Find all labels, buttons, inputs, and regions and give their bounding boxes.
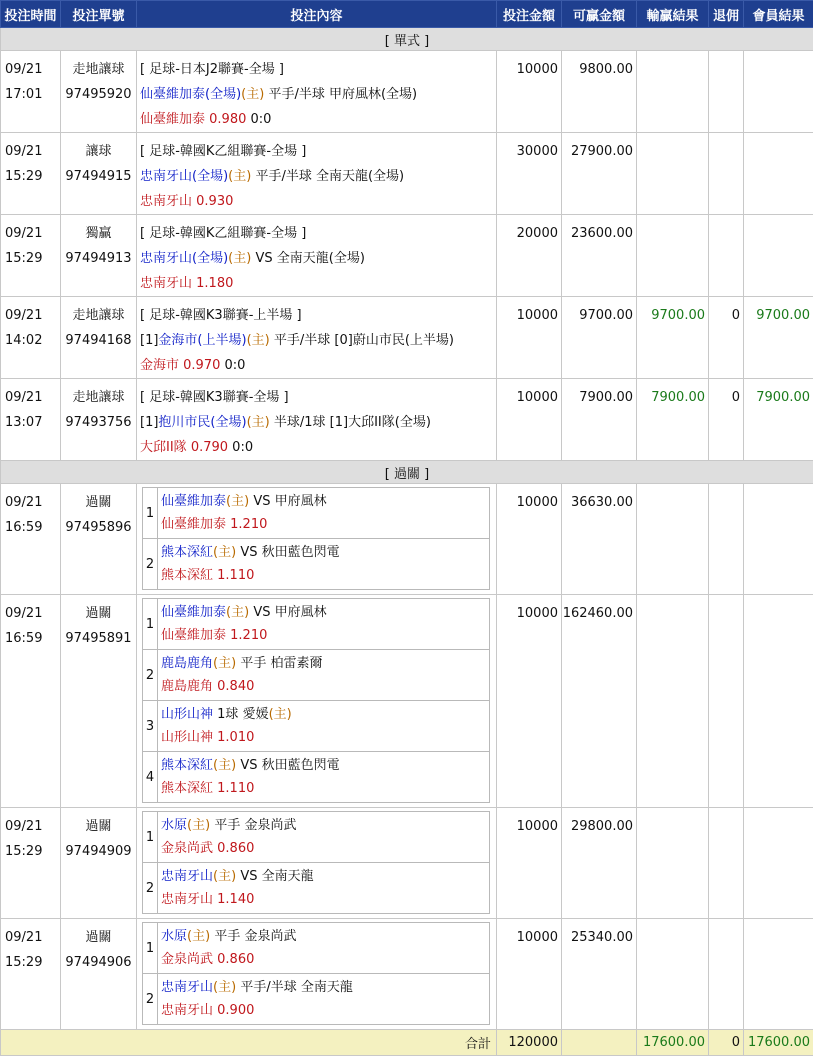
rebate-amount bbox=[709, 919, 744, 1030]
handicap: VS bbox=[240, 545, 257, 560]
leg-number: 2 bbox=[143, 650, 158, 701]
bet-time: 17:01 bbox=[5, 82, 60, 107]
result-amount bbox=[637, 808, 709, 919]
table-row bbox=[1, 484, 813, 595]
member-result bbox=[744, 51, 813, 133]
winnable-amount: 9700.00 bbox=[562, 297, 637, 379]
rebate-amount: 0 bbox=[709, 379, 744, 461]
table-row bbox=[1, 595, 813, 808]
home-tag: (主) bbox=[228, 169, 251, 184]
table-row bbox=[1, 379, 813, 461]
table-row bbox=[1, 297, 813, 379]
bet-type: 讓球 bbox=[61, 139, 136, 164]
home-tag: (主) bbox=[247, 415, 270, 430]
bet-time: 13:07 bbox=[5, 410, 60, 435]
leg-number: 2 bbox=[143, 863, 158, 914]
score-prefix: [1] bbox=[140, 333, 158, 348]
team-a: 忠南牙山(全場) bbox=[140, 251, 228, 266]
leg-number: 1 bbox=[143, 812, 158, 863]
header-bet-amount: 投注金額 bbox=[497, 1, 562, 28]
team-b: 秋田藍色閃電 bbox=[262, 545, 340, 560]
pick-odds: 0.930 bbox=[196, 194, 233, 209]
bet-time: 15:29 bbox=[5, 164, 60, 189]
header-bet-id: 投注單號 bbox=[61, 1, 137, 28]
pick-odds: 0.980 bbox=[209, 112, 246, 127]
result-amount bbox=[637, 133, 709, 215]
parlay-legs bbox=[142, 598, 490, 803]
bet-time: 15:29 bbox=[5, 246, 60, 271]
parlay-leg bbox=[143, 752, 490, 803]
live-score: 0:0 bbox=[251, 112, 272, 127]
table-row bbox=[1, 51, 813, 133]
pick-odds: 1.010 bbox=[217, 730, 254, 745]
bet-id: 97494915 bbox=[61, 164, 136, 189]
result-amount bbox=[637, 484, 709, 595]
home-tag: (主) bbox=[213, 980, 236, 995]
bet-time: 15:29 bbox=[5, 839, 60, 864]
handicap: 平手 bbox=[214, 818, 240, 833]
bet-type: 過關 bbox=[61, 601, 136, 626]
bet-id: 97494906 bbox=[61, 950, 136, 975]
league-name: [ 足球-韓國K3聯賽-全場 ] bbox=[140, 385, 496, 410]
home-tag: (主) bbox=[241, 87, 264, 102]
team-b: 全南天龍 bbox=[262, 869, 314, 884]
winnable-amount: 29800.00 bbox=[562, 808, 637, 919]
bet-amount: 10000 bbox=[497, 808, 562, 919]
pick-team: 忠南牙山 bbox=[140, 276, 192, 291]
bet-amount: 10000 bbox=[497, 919, 562, 1030]
winnable-amount: 162460.00 bbox=[562, 595, 637, 808]
bet-id: 97494909 bbox=[61, 839, 136, 864]
table-row bbox=[1, 133, 813, 215]
rebate-amount: 0 bbox=[709, 297, 744, 379]
handicap: 平手 bbox=[214, 929, 240, 944]
pick-odds: 0.900 bbox=[217, 1003, 254, 1018]
bet-type: 過關 bbox=[61, 490, 136, 515]
bet-time: 16:59 bbox=[5, 515, 60, 540]
home-tag: (主) bbox=[226, 494, 249, 509]
pick-team: 仙臺維加泰 bbox=[161, 628, 226, 643]
bet-amount: 10000 bbox=[497, 51, 562, 133]
bet-type: 過關 bbox=[61, 814, 136, 839]
league-name: [ 足球-日本J2聯賽-全場 ] bbox=[140, 57, 496, 82]
pick-odds: 1.180 bbox=[196, 276, 233, 291]
pick-odds: 1.140 bbox=[217, 892, 254, 907]
pick-team: 忠南牙山 bbox=[140, 194, 192, 209]
bet-time: 15:29 bbox=[5, 950, 60, 975]
pick-odds: 1.210 bbox=[230, 517, 267, 532]
parlay-leg bbox=[143, 812, 490, 863]
pick-odds: 1.110 bbox=[217, 568, 254, 583]
home-tag: (主) bbox=[226, 605, 249, 620]
pick-team: 熊本深紅 bbox=[161, 781, 213, 796]
team-a: 仙臺維加泰 bbox=[161, 605, 226, 620]
home-tag: (主) bbox=[247, 333, 270, 348]
total-label: 合計 bbox=[1, 1030, 497, 1056]
handicap: 平手/半球 bbox=[240, 980, 296, 995]
parlay-leg bbox=[143, 488, 490, 539]
team-a: 水原 bbox=[161, 818, 187, 833]
header-bet-content: 投注內容 bbox=[137, 1, 497, 28]
parlay-leg bbox=[143, 701, 490, 752]
bet-date: 09/21 bbox=[5, 490, 60, 515]
pick-team: 仙臺維加泰 bbox=[140, 112, 205, 127]
handicap: VS bbox=[253, 605, 270, 620]
bet-type: 獨贏 bbox=[61, 221, 136, 246]
live-score: 0:0 bbox=[232, 440, 253, 455]
team-a: 忠南牙山(全場) bbox=[140, 169, 228, 184]
team-b: 柏雷素爾 bbox=[270, 656, 322, 671]
leg-number: 2 bbox=[143, 974, 158, 1025]
team-a: 忠南牙山 bbox=[161, 869, 213, 884]
team-a: 山形山神 bbox=[161, 707, 213, 722]
bet-date: 09/21 bbox=[5, 814, 60, 839]
bet-type: 過關 bbox=[61, 925, 136, 950]
total-result: 17600.00 bbox=[637, 1030, 709, 1056]
pick-team: 金泉尚武 bbox=[161, 841, 213, 856]
bet-type: 走地讓球 bbox=[61, 303, 136, 328]
member-result bbox=[744, 484, 813, 595]
total-member-result: 17600.00 bbox=[744, 1030, 813, 1056]
bet-amount: 30000 bbox=[497, 133, 562, 215]
team-b: 全南天龍(全場) bbox=[316, 169, 404, 184]
handicap: 平手/半球 bbox=[255, 169, 311, 184]
team-a: 熊本深紅 bbox=[161, 758, 213, 773]
winnable-amount: 9800.00 bbox=[562, 51, 637, 133]
pick-team: 鹿島鹿角 bbox=[161, 679, 213, 694]
parlay-legs bbox=[142, 487, 490, 590]
bet-date: 09/21 bbox=[5, 601, 60, 626]
handicap: 1球 bbox=[217, 707, 238, 722]
parlay-leg bbox=[143, 863, 490, 914]
bet-date: 09/21 bbox=[5, 303, 60, 328]
bet-time: 14:02 bbox=[5, 328, 60, 353]
parlay-leg bbox=[143, 923, 490, 974]
team-b: 金泉尚武 bbox=[244, 818, 296, 833]
home-tag: (主) bbox=[187, 929, 210, 944]
rebate-amount bbox=[709, 808, 744, 919]
pick-odds: 0.840 bbox=[217, 679, 254, 694]
pick-odds: 1.110 bbox=[217, 781, 254, 796]
bet-time: 16:59 bbox=[5, 626, 60, 651]
team-a: 熊本深紅 bbox=[161, 545, 213, 560]
member-result bbox=[744, 215, 813, 297]
total-rebate: 0 bbox=[709, 1030, 744, 1056]
handicap: VS bbox=[255, 251, 272, 266]
total-amount: 120000 bbox=[497, 1030, 562, 1056]
parlay-legs bbox=[142, 811, 490, 914]
bet-id: 97494913 bbox=[61, 246, 136, 271]
home-tag: (主) bbox=[187, 818, 210, 833]
bet-date: 09/21 bbox=[5, 925, 60, 950]
handicap: 平手/半球 bbox=[274, 333, 330, 348]
pick-odds: 0.970 bbox=[183, 358, 220, 373]
total-winnable bbox=[562, 1030, 637, 1056]
team-a: 鹿島鹿角 bbox=[161, 656, 213, 671]
parlay-leg bbox=[143, 599, 490, 650]
winnable-amount: 36630.00 bbox=[562, 484, 637, 595]
team-b: 全南天龍 bbox=[301, 980, 353, 995]
handicap: VS bbox=[253, 494, 270, 509]
pick-odds: 0.790 bbox=[191, 440, 228, 455]
winnable-amount: 25340.00 bbox=[562, 919, 637, 1030]
member-result bbox=[744, 133, 813, 215]
bet-amount: 10000 bbox=[497, 297, 562, 379]
home-tag: (主) bbox=[228, 251, 251, 266]
member-result bbox=[744, 919, 813, 1030]
bet-id: 97495896 bbox=[61, 515, 136, 540]
team-a: 仙臺維加泰 bbox=[161, 494, 226, 509]
pick-team: 金海市 bbox=[140, 358, 179, 373]
team-b: 愛媛 bbox=[243, 707, 269, 722]
parlay-legs bbox=[142, 922, 490, 1025]
pick-odds: 1.210 bbox=[230, 628, 267, 643]
team-b: [1]大邱II隊(全場) bbox=[330, 415, 431, 430]
winnable-amount: 27900.00 bbox=[562, 133, 637, 215]
team-b: 甲府風林(全場) bbox=[329, 87, 417, 102]
live-score: 0:0 bbox=[225, 358, 246, 373]
pick-team: 忠南牙山 bbox=[161, 1003, 213, 1018]
home-tag: (主) bbox=[213, 758, 236, 773]
team-b: [0]蔚山市民(上半場) bbox=[334, 333, 454, 348]
header-member-result: 會員結果 bbox=[744, 1, 813, 28]
header-winnable: 可贏金額 bbox=[562, 1, 637, 28]
result-amount: 7900.00 bbox=[637, 379, 709, 461]
pick-odds: 0.860 bbox=[217, 841, 254, 856]
bet-date: 09/21 bbox=[5, 221, 60, 246]
header-rebate: 退佣 bbox=[709, 1, 744, 28]
result-amount bbox=[637, 215, 709, 297]
home-tag: (主) bbox=[213, 869, 236, 884]
handicap: 平手/半球 bbox=[268, 87, 324, 102]
table-row bbox=[1, 808, 813, 919]
bet-amount: 10000 bbox=[497, 379, 562, 461]
pick-team: 金泉尚武 bbox=[161, 952, 213, 967]
pick-team: 忠南牙山 bbox=[161, 892, 213, 907]
pick-team: 山形山神 bbox=[161, 730, 213, 745]
rebate-amount bbox=[709, 484, 744, 595]
section-single bbox=[1, 28, 813, 51]
league-name: [ 足球-韓國K乙組聯賽-全場 ] bbox=[140, 221, 496, 246]
handicap: VS bbox=[240, 869, 257, 884]
table-header bbox=[1, 1, 813, 28]
result-amount bbox=[637, 919, 709, 1030]
pick-team: 仙臺維加泰 bbox=[161, 517, 226, 532]
home-tag: (主) bbox=[269, 707, 292, 722]
team-a: 抱川市民(全場) bbox=[158, 415, 246, 430]
section-parlay-label: [ 過關 ] bbox=[1, 461, 813, 484]
parlay-leg bbox=[143, 974, 490, 1025]
handicap: 半球/1球 bbox=[274, 415, 326, 430]
rebate-amount bbox=[709, 215, 744, 297]
bet-date: 09/21 bbox=[5, 57, 60, 82]
team-a: 忠南牙山 bbox=[161, 980, 213, 995]
leg-number: 3 bbox=[143, 701, 158, 752]
league-name: [ 足球-韓國K乙組聯賽-全場 ] bbox=[140, 139, 496, 164]
home-tag: (主) bbox=[213, 656, 236, 671]
team-a: 水原 bbox=[161, 929, 187, 944]
bet-date: 09/21 bbox=[5, 385, 60, 410]
winnable-amount: 23600.00 bbox=[562, 215, 637, 297]
team-b: 全南天龍(全場) bbox=[277, 251, 365, 266]
team-a: 仙臺維加泰(全場) bbox=[140, 87, 241, 102]
parlay-leg bbox=[143, 539, 490, 590]
result-amount: 9700.00 bbox=[637, 297, 709, 379]
leg-number: 4 bbox=[143, 752, 158, 803]
result-amount bbox=[637, 595, 709, 808]
bet-type: 走地讓球 bbox=[61, 385, 136, 410]
bet-amount: 20000 bbox=[497, 215, 562, 297]
rebate-amount bbox=[709, 595, 744, 808]
pick-odds: 0.860 bbox=[217, 952, 254, 967]
totals-row bbox=[1, 1030, 813, 1056]
member-result bbox=[744, 595, 813, 808]
leg-number: 1 bbox=[143, 599, 158, 650]
handicap: VS bbox=[240, 758, 257, 773]
team-b: 秋田藍色閃電 bbox=[262, 758, 340, 773]
winnable-amount: 7900.00 bbox=[562, 379, 637, 461]
member-result bbox=[744, 808, 813, 919]
team-b: 甲府風林 bbox=[275, 494, 327, 509]
team-b: 金泉尚武 bbox=[244, 929, 296, 944]
result-amount bbox=[637, 51, 709, 133]
handicap: 平手 bbox=[240, 656, 266, 671]
leg-number: 1 bbox=[143, 923, 158, 974]
rebate-amount bbox=[709, 133, 744, 215]
leg-number: 2 bbox=[143, 539, 158, 590]
bet-id: 97494168 bbox=[61, 328, 136, 353]
member-result: 9700.00 bbox=[744, 297, 813, 379]
header-result: 輸贏結果 bbox=[637, 1, 709, 28]
bet-id: 97495891 bbox=[61, 626, 136, 651]
rebate-amount bbox=[709, 51, 744, 133]
score-prefix: [1] bbox=[140, 415, 158, 430]
home-tag: (主) bbox=[213, 545, 236, 560]
table-row bbox=[1, 215, 813, 297]
parlay-leg bbox=[143, 650, 490, 701]
bet-id: 97495920 bbox=[61, 82, 136, 107]
member-result: 7900.00 bbox=[744, 379, 813, 461]
bet-amount: 10000 bbox=[497, 484, 562, 595]
leg-number: 1 bbox=[143, 488, 158, 539]
bet-type: 走地讓球 bbox=[61, 57, 136, 82]
pick-team: 大邱II隊 bbox=[140, 440, 187, 455]
bet-id: 97493756 bbox=[61, 410, 136, 435]
section-single-label: [ 單式 ] bbox=[1, 28, 813, 51]
bet-date: 09/21 bbox=[5, 139, 60, 164]
league-name: [ 足球-韓國K3聯賽-上半場 ] bbox=[140, 303, 496, 328]
table-row bbox=[1, 919, 813, 1030]
pick-team: 熊本深紅 bbox=[161, 568, 213, 583]
header-bet-time: 投注時間 bbox=[1, 1, 61, 28]
section-parlay bbox=[1, 461, 813, 484]
bet-amount: 10000 bbox=[497, 595, 562, 808]
team-b: 甲府風林 bbox=[275, 605, 327, 620]
team-a: 金海市(上半場) bbox=[158, 333, 246, 348]
